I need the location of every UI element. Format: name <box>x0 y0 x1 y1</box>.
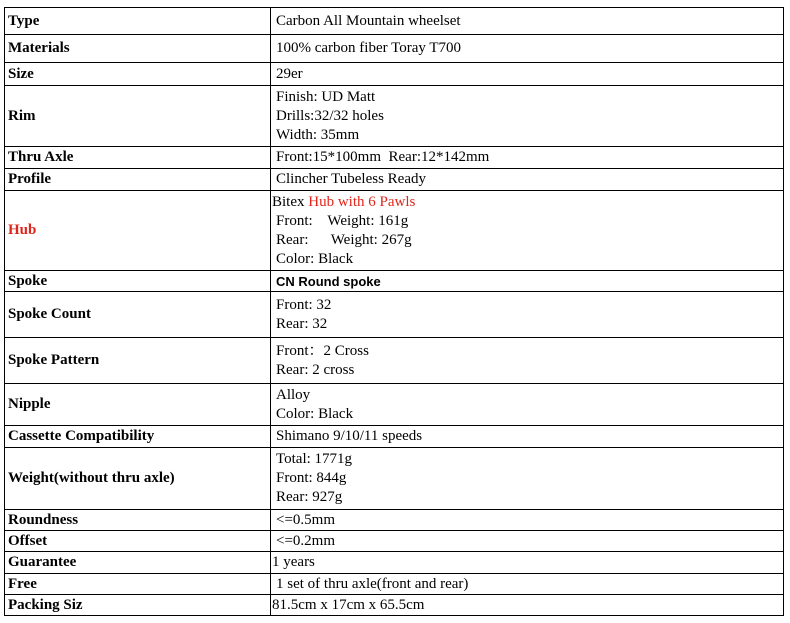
row-value: 100% carbon fiber Toray T700 <box>271 35 784 63</box>
rim-line: Drills:32/32 holes <box>276 107 384 124</box>
row-value: 1 set of thru axle(front and rear) <box>271 574 784 595</box>
row-value <box>271 338 784 384</box>
row-label: Materials <box>5 35 271 63</box>
table-row <box>5 63 784 86</box>
spec-table <box>4 7 784 616</box>
table-row <box>5 384 784 426</box>
table-row <box>5 86 784 147</box>
row-label: Rim <box>5 86 271 147</box>
spoke-pattern-line: Rear: 2 cross <box>276 361 355 378</box>
table-row <box>5 595 784 616</box>
rim-line: Finish: UD Matt <box>276 88 376 105</box>
row-value: Clincher Tubeless Ready <box>271 169 784 191</box>
row-label: Free <box>5 574 271 595</box>
table-row <box>5 448 784 510</box>
row-value <box>271 448 784 510</box>
row-value: Carbon All Mountain wheelset <box>271 8 784 35</box>
row-label: Spoke Count <box>5 292 271 338</box>
table-row <box>5 8 784 35</box>
table-row <box>5 338 784 384</box>
row-value <box>271 191 784 271</box>
row-value <box>271 384 784 426</box>
row-label: Offset <box>5 531 271 552</box>
row-label: Hub <box>5 191 271 271</box>
hub-brand: Bitex <box>272 193 309 210</box>
table-row <box>5 147 784 169</box>
weight-line: Total: 1771g <box>276 451 353 467</box>
spoke-count-line: Rear: 32 <box>276 315 328 332</box>
table-row <box>5 35 784 63</box>
row-value <box>271 292 784 338</box>
row-label: Roundness <box>5 510 271 531</box>
row-label: Cassette Compatibility <box>5 426 271 448</box>
table-row <box>5 426 784 448</box>
table-row <box>5 271 784 292</box>
row-value: 1 years <box>271 552 784 574</box>
hub-line: Rear: Weight: 267g <box>276 231 412 248</box>
row-label: Weight(without thru axle) <box>5 448 271 510</box>
hub-line: Front: Weight: 161g <box>276 212 409 229</box>
row-label: Thru Axle <box>5 147 271 169</box>
weight-line: Front: 844g <box>276 470 347 486</box>
table-row <box>5 510 784 531</box>
spoke-pattern-line: Front：2 Cross <box>276 342 369 359</box>
row-label: Size <box>5 63 271 86</box>
nipple-line: Color: Black <box>276 405 354 422</box>
table-row <box>5 531 784 552</box>
row-value: Front:15*100mm Rear:12*142mm <box>271 147 784 169</box>
table-row <box>5 574 784 595</box>
weight-line: Rear: 927g <box>276 489 343 505</box>
rim-line: Width: 35mm <box>276 126 360 143</box>
row-label: Profile <box>5 169 271 191</box>
hub-highlight: Hub with 6 Pawls <box>308 193 416 210</box>
row-value: Shimano 9/10/11 speeds <box>271 426 784 448</box>
table-row <box>5 169 784 191</box>
table-row <box>5 191 784 271</box>
row-value: <=0.2mm <box>271 531 784 552</box>
row-label: Spoke Pattern <box>5 338 271 384</box>
row-label: Spoke <box>5 271 271 292</box>
row-value <box>271 86 784 147</box>
row-value: <=0.5mm <box>271 510 784 531</box>
row-label: Nipple <box>5 384 271 426</box>
spoke-count-line: Front: 32 <box>276 296 332 313</box>
nipple-line: Alloy <box>276 386 311 403</box>
row-label: Guarantee <box>5 552 271 574</box>
row-value: 29er <box>271 63 784 86</box>
row-label: Packing Siz <box>5 595 271 616</box>
table-row <box>5 552 784 574</box>
table-row <box>5 292 784 338</box>
row-value: 81.5cm x 17cm x 65.5cm <box>271 595 784 616</box>
row-label: Type <box>5 8 271 35</box>
row-value: CN Round spoke <box>271 271 784 292</box>
hub-line: Color: Black <box>276 250 354 267</box>
hub-brand-line <box>272 193 779 212</box>
